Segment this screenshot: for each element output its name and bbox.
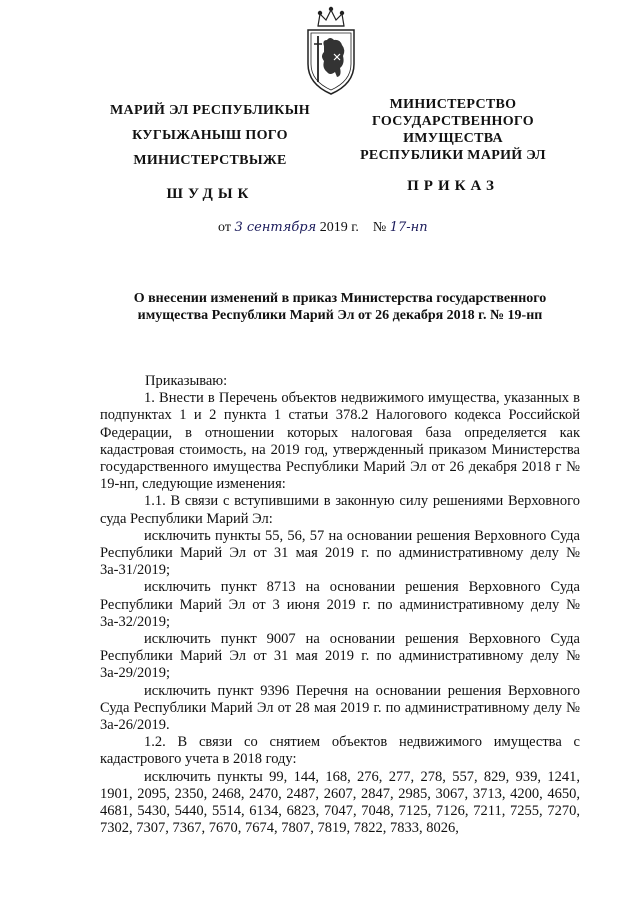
header-left bbox=[100, 98, 320, 207]
paragraph-exclusion-1: исключить пункты 55, 56, 57 на основании решения Верховного Суда Республики Марий Эл от 31 мая 2019 г. по административному делу № 3а-31/2019; bbox=[100, 527, 580, 579]
date-year: 2019 г. bbox=[319, 220, 359, 235]
paragraph-exclusion-list: исключить пункты 99, 144, 168, 276, 277, 278, 557, 829, 939, 1241, 1901, 2095, 2350, 2468, 2470, 2487, 2607, 2847, 2985, 3067, 3713, 4200, 4650, 4681, 5430, 5440, 5514, 6134, 6823, 7047, 7048, 7125, 7126, 7211, 7255, 7270, 7302, 7307, 7367, 7670, 7674, 7807, 7819, 7822, 7833, 8026, bbox=[100, 768, 580, 837]
header-left-line-3: МИНИСТЕРСТВЫЖЕ bbox=[133, 153, 287, 168]
paragraph-exclusion-4: исключить пункт 9396 Перечня на основании решения Верховного Суда Республики Марий Эл от 28 мая 2019 г. по административному делу № 3а-26/2019. bbox=[100, 682, 580, 734]
header-right-line-4: РЕСПУБЛИКИ МАРИЙ ЭЛ bbox=[360, 148, 546, 163]
paragraph-exclusion-3: исключить пункт 9007 на основании решения Верховного Суда Республики Марий Эл от 31 мая 2019 г. по административному делу № 3а-29/2019; bbox=[100, 631, 580, 682]
paragraph-exclusion-2: исключить пункт 8713 на основании решения Верховного Суда Республики Марий Эл от 3 июня 2019 г. по административному делу № 3а-32/2019; bbox=[100, 579, 580, 630]
paragraph-order: Приказываю: bbox=[145, 373, 228, 389]
paragraph-item-1: 1. Внести в Перечень объектов недвижимого имущества, указанных в подпунктах 1 и 2 пункта 1 статьи 378.2 Налогового кодекса Российской Федерации, в отношении которых налоговая база определяется как кадастровая стоимость, на 2019 год, утвержденный приказом Министерства государственного имущества Республики Марий Эл от 26 декабря 2018 г № 19-нп, следующие изменения: bbox=[100, 390, 580, 493]
order-date-line bbox=[218, 220, 428, 236]
paragraph-item-1-1: 1.1. В связи с вступившими в законную силу решениями Верховного суда Республики Марий Эл: bbox=[100, 493, 580, 527]
header-left-line-2: КУГЫЖАНЫШ ПОГО bbox=[132, 128, 288, 143]
coat-of-arms-icon bbox=[300, 6, 362, 98]
header-right-label: ПРИКАЗ bbox=[407, 178, 499, 194]
date-prefix: от bbox=[218, 220, 231, 235]
header-left-line-1: МАРИЙ ЭЛ РЕСПУБЛИКЫН bbox=[110, 103, 310, 118]
handwritten-number: 17-нп bbox=[389, 220, 428, 235]
header-right-line-1: МИНИСТЕРСТВО bbox=[389, 97, 517, 112]
header-right-line-2: ГОСУДАРСТВЕННОГО bbox=[372, 114, 534, 129]
handwritten-date: 3 сентября bbox=[234, 220, 317, 235]
header-right-line-3: ИМУЩЕСТВА bbox=[403, 131, 503, 146]
header-right bbox=[358, 96, 548, 195]
number-sign: № bbox=[372, 220, 387, 235]
header-left-label: ШУДЫК bbox=[166, 186, 254, 202]
document-body bbox=[100, 373, 580, 837]
document-title: О внесении изменений в приказ Министерства государственного имущества Республики Марий Эл от 26 декабря 2018 г. № 19-нп bbox=[133, 291, 547, 323]
paragraph-item-1-2: 1.2. В связи со снятием объектов недвижимого имущества с кадастрового учета в 2018 году: bbox=[100, 734, 580, 768]
